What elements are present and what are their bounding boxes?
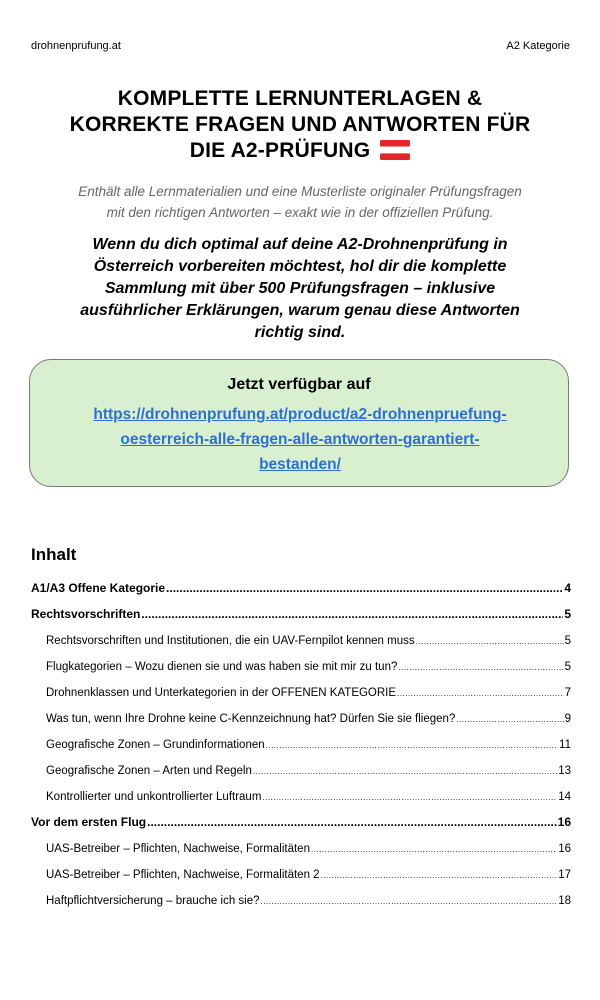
toc-entry-text[interactable]: UAS-Betreiber – Pflichten, Nachweise, Formalitäten 2	[46, 869, 320, 881]
toc-page-number: 16	[557, 815, 571, 829]
intro-line-3: Sammlung mit über 500 Prüfungsfragen – inklusive	[104, 280, 496, 297]
toc-page-number: 9	[564, 713, 571, 725]
header-site-name: drohnenprufung.at	[31, 40, 121, 52]
toc-entry-text[interactable]: Haftpflichtversicherung – brauche ich sie?	[46, 895, 260, 907]
intro-line-1: Wenn du dich optimal auf deine A2-Drohnenprüfung in	[92, 236, 508, 253]
title-line-3-wrap	[30, 138, 570, 164]
toc-entry-text[interactable]: Vor dem ersten Flug	[31, 815, 147, 829]
toc-entry[interactable]	[31, 777, 571, 803]
toc-leader-dots	[321, 869, 558, 881]
document-title	[30, 86, 570, 164]
austria-flag-icon	[380, 140, 410, 160]
toc-entry-text[interactable]: UAS-Betreiber – Pflichten, Nachweise, Formalitäten	[46, 843, 310, 855]
toc-entry-text[interactable]: Kontrollierter und unkontrollierter Luftraum	[46, 791, 262, 803]
toc-page-number: 5	[564, 661, 571, 673]
toc-entry[interactable]	[31, 725, 571, 751]
toc-entry-text[interactable]: Rechtsvorschriften	[31, 607, 141, 621]
toc-leader-dots	[397, 687, 564, 699]
toc-entry[interactable]	[31, 595, 571, 621]
subtitle-line-1: Enthält alle Lernmaterialien und eine Musterliste originaler Prüfungsfragen	[78, 184, 522, 199]
toc-leader-dots	[141, 607, 563, 621]
subtitle	[30, 181, 570, 223]
toc-page-number: 5	[564, 635, 571, 647]
toc-entry-text[interactable]: A1/A3 Offene Kategorie	[31, 581, 166, 595]
title-line-3: DIE A2-PRÜFUNG	[189, 139, 371, 162]
toc-leader-dots	[166, 581, 563, 595]
toc-entry-text[interactable]: Geografische Zonen – Arten und Regeln	[46, 765, 252, 777]
title-line-1: KOMPLETTE LERNUNTERLAGEN &	[117, 87, 483, 110]
product-link-line-3[interactable]: bestanden/	[259, 456, 341, 473]
toc-entry[interactable]	[31, 621, 571, 647]
toc-page-number: 17	[558, 869, 571, 881]
subtitle-line-2: mit den richtigen Antworten – exakt wie in der offiziellen Prüfung.	[106, 205, 494, 220]
toc-entry[interactable]	[31, 829, 571, 855]
toc-leader-dots	[261, 895, 558, 907]
promo-box	[29, 359, 569, 487]
intro-line-2: Österreich vorbereiten möchtest, hol dir die komplette	[93, 258, 507, 275]
product-link-line-2[interactable]: oesterreich-alle-fragen-alle-antworten-garantiert-	[120, 431, 480, 448]
product-link-line-1[interactable]: https://drohnenprufung.at/product/a2-drohnenpruefung-	[93, 406, 507, 423]
toc-page-number: 7	[564, 687, 571, 699]
intro-line-4: ausführlicher Erklärungen, warum genau diese Antworten	[80, 302, 520, 319]
toc-entry[interactable]	[31, 855, 571, 881]
toc-leader-dots	[398, 661, 563, 673]
toc-entry[interactable]	[31, 751, 571, 777]
toc-page-number: 4	[564, 581, 571, 595]
toc-leader-dots	[456, 713, 563, 725]
header-category: A2 Kategorie	[506, 40, 570, 52]
toc-leader-dots	[262, 791, 557, 803]
toc-entry[interactable]	[31, 569, 571, 595]
toc-page-number: 5	[564, 607, 571, 621]
toc-entry[interactable]	[31, 699, 571, 725]
intro-line-5: richtig sind.	[254, 324, 346, 341]
toc-entry-text[interactable]: Rechtsvorschriften und Institutionen, die ein UAV-Fernpilot kennen muss	[46, 635, 415, 647]
toc-entry-text[interactable]: Flugkategorien – Wozu dienen sie und was haben sie mit mir zu tun?	[46, 661, 398, 673]
toc-leader-dots	[253, 765, 557, 777]
toc-leader-dots	[266, 739, 558, 751]
toc-entry[interactable]	[31, 647, 571, 673]
toc-leader-dots	[311, 843, 557, 855]
intro-text	[40, 234, 560, 344]
toc-entry-text[interactable]: Geografische Zonen – Grundinformationen	[46, 739, 265, 751]
toc-leader-dots	[147, 815, 557, 829]
toc-entry-text[interactable]: Was tun, wenn Ihre Drohne keine C-Kennzeichnung hat? Dürfen Sie sie fliegen?	[46, 713, 456, 725]
toc-page-number: 14	[558, 791, 571, 803]
toc-page-number: 18	[558, 895, 571, 907]
title-line-2: KORREKTE FRAGEN UND ANTWORTEN FÜR	[69, 113, 531, 136]
toc-entry[interactable]	[31, 803, 571, 829]
table-of-contents	[31, 569, 571, 907]
toc-entry[interactable]	[31, 881, 571, 907]
toc-leader-dots	[416, 635, 564, 647]
toc-page-number: 16	[558, 843, 571, 855]
toc-page-number: 13	[558, 765, 571, 777]
product-link[interactable]	[60, 402, 540, 477]
toc-entry[interactable]	[31, 673, 571, 699]
promo-heading: Jetzt verfügbar auf	[227, 376, 371, 393]
toc-page-number: 11	[559, 739, 571, 751]
toc-entry-text[interactable]: Drohnenklassen und Unterkategorien in der OFFENEN KATEGORIE	[46, 687, 397, 699]
toc-title: Inhalt	[31, 545, 77, 564]
